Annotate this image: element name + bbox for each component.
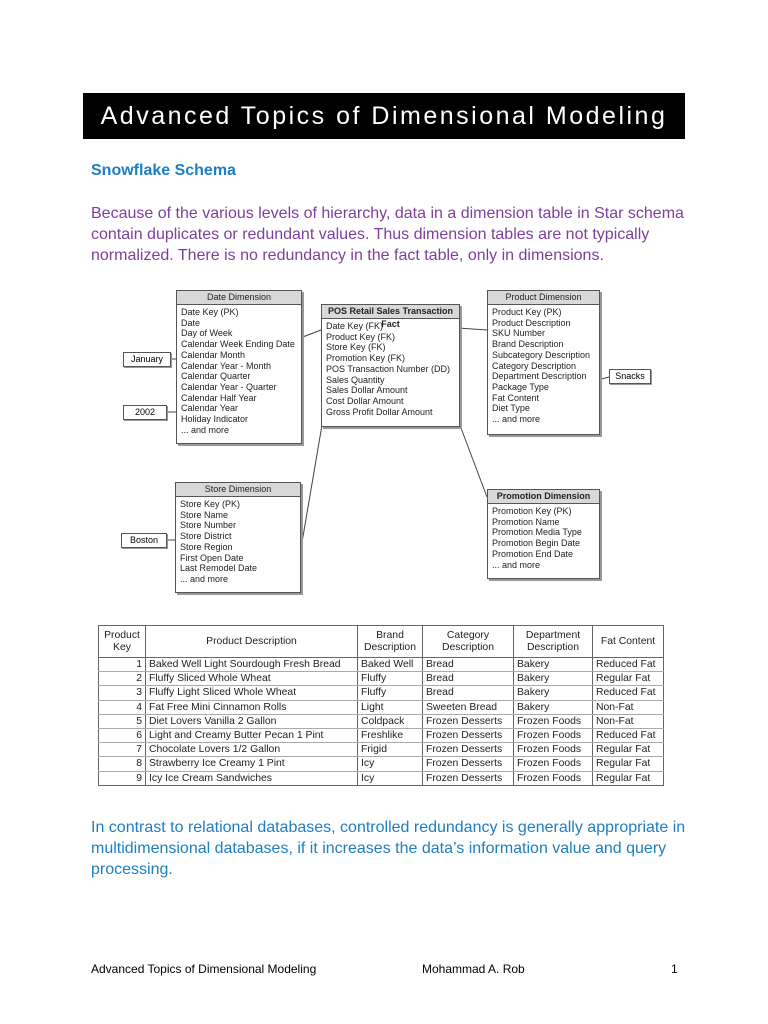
store-dimension-field: Store Number bbox=[180, 520, 237, 531]
table-cell: Regular Fat bbox=[593, 743, 664, 757]
promotion-dimension-field: Promotion Key (PK) bbox=[492, 506, 572, 516]
table-cell: Baked Well Light Sourdough Fresh Bread bbox=[146, 658, 358, 672]
table-row bbox=[99, 714, 664, 728]
store-dimension-field: ... and more bbox=[180, 573, 229, 584]
table-cell: Frozen Foods bbox=[514, 757, 593, 771]
date-fact-link bbox=[300, 330, 321, 338]
table-cell: 2 bbox=[99, 672, 146, 686]
product-dimension-table bbox=[98, 625, 664, 786]
date-dimension-field: Day of Week bbox=[181, 328, 233, 339]
fact-table-field: Product Key (FK) bbox=[326, 331, 396, 342]
date-dimension-field: Calendar Year bbox=[181, 403, 239, 414]
fact-table-field: Store Key (FK) bbox=[326, 342, 386, 353]
table-cell: 6 bbox=[99, 729, 146, 743]
product-dimension-field: ... and more bbox=[492, 414, 541, 425]
product-dimension-title: Product Dimension bbox=[488, 291, 599, 305]
store-dimension-field: Store Key (PK) bbox=[180, 499, 241, 509]
fact-table-field: Sales Quantity bbox=[326, 374, 385, 385]
page-number: 1 bbox=[671, 962, 678, 976]
column-header: Category Description bbox=[423, 626, 514, 658]
store-fact-link bbox=[299, 425, 322, 560]
january-tag: January bbox=[123, 352, 171, 367]
table-cell: Bakery bbox=[514, 672, 593, 686]
product-dimension-field: Package Type bbox=[492, 381, 549, 392]
table-cell: Icy Ice Cream Sandwiches bbox=[146, 771, 358, 785]
table-cell: 4 bbox=[99, 700, 146, 714]
table-cell: Reduced Fat bbox=[593, 658, 664, 672]
date-dimension-field: Date bbox=[181, 317, 201, 328]
table-cell: Non-Fat bbox=[593, 700, 664, 714]
table-cell: Frozen Desserts bbox=[423, 714, 514, 728]
date-dimension-field: Calendar Year - Quarter bbox=[181, 381, 277, 392]
product-dimension-field: Product Description bbox=[492, 317, 571, 328]
table-body bbox=[99, 658, 664, 786]
store-dimension-box bbox=[175, 482, 301, 593]
table-cell: 8 bbox=[99, 757, 146, 771]
fact-table-field: Cost Dollar Amount bbox=[326, 395, 404, 406]
store-dimension-field: Store Name bbox=[180, 509, 229, 520]
table-cell: Bread bbox=[423, 672, 514, 686]
table-cell: Bread bbox=[423, 658, 514, 672]
promotion-dimension-field: Promotion Media Type bbox=[492, 527, 582, 538]
promotion-dimension-field: Promotion Begin Date bbox=[492, 538, 581, 549]
table-cell: Bakery bbox=[514, 686, 593, 700]
table-cell: 1 bbox=[99, 658, 146, 672]
store-dimension-title: Store Dimension bbox=[176, 483, 300, 497]
date-dimension-field: Calendar Half Year bbox=[181, 392, 257, 403]
table-cell: Bread bbox=[423, 686, 514, 700]
snacks-tag: Snacks bbox=[609, 369, 651, 384]
table-cell: Reduced Fat bbox=[593, 729, 664, 743]
product-dimension-field: Diet Type bbox=[492, 403, 530, 414]
product-dimension-field: Product Key (PK) bbox=[492, 307, 562, 317]
table-cell: Freshlike bbox=[358, 729, 423, 743]
table-row bbox=[99, 686, 664, 700]
year-tag: 2002 bbox=[123, 405, 167, 420]
table-row bbox=[99, 771, 664, 785]
page-title: Advanced Topics of Dimensional Modeling bbox=[83, 93, 685, 139]
table-cell: Frozen Desserts bbox=[423, 729, 514, 743]
table-cell: Regular Fat bbox=[593, 757, 664, 771]
table-cell: Reduced Fat bbox=[593, 686, 664, 700]
table-cell: Frigid bbox=[358, 743, 423, 757]
table-cell: Fluffy Sliced Whole Wheat bbox=[146, 672, 358, 686]
table-cell: Frozen Foods bbox=[514, 714, 593, 728]
date-dimension-field: Calendar Year - Month bbox=[181, 360, 272, 371]
column-header: Brand Description bbox=[358, 626, 423, 658]
table-row bbox=[99, 729, 664, 743]
table-cell: Diet Lovers Vanilla 2 Gallon bbox=[146, 714, 358, 728]
product-dimension-field: Fat Content bbox=[492, 392, 540, 403]
column-header: Department Description bbox=[514, 626, 593, 658]
boston-tag: Boston bbox=[121, 533, 167, 548]
table-cell: Icy bbox=[358, 757, 423, 771]
table-cell: Frozen Foods bbox=[514, 771, 593, 785]
product-dimension-field: Brand Description bbox=[492, 339, 564, 350]
table-cell: Bakery bbox=[514, 658, 593, 672]
table-cell: 3 bbox=[99, 686, 146, 700]
product-dimension-field: Subcategory Description bbox=[492, 349, 591, 360]
table-cell: Frozen Desserts bbox=[423, 757, 514, 771]
table-cell: Strawberry Ice Creamy 1 Pint bbox=[146, 757, 358, 771]
promotion-dimension-box bbox=[487, 489, 600, 579]
promotion-dimension-field: Promotion End Date bbox=[492, 548, 574, 559]
table-cell: Light and Creamy Butter Pecan 1 Pint bbox=[146, 729, 358, 743]
fact-table-field: Sales Dollar Amount bbox=[326, 385, 408, 396]
product-fact-link bbox=[458, 328, 487, 330]
table-row bbox=[99, 700, 664, 714]
date-dimension-title: Date Dimension bbox=[177, 291, 301, 305]
fact-table-title: POS Retail Sales Transaction Fact bbox=[322, 305, 459, 319]
table-cell: Frozen Foods bbox=[514, 729, 593, 743]
intro-paragraph: Because of the various levels of hierarchy, data in a dimension table in Star schema contain duplicates or redundant values. Thus dimension tables are not typically normalized. There is no redundancy in the fact table, only in dimensions. bbox=[91, 205, 684, 264]
table-cell: Icy bbox=[358, 771, 423, 785]
column-header: Product Description bbox=[146, 626, 358, 658]
table-cell: Regular Fat bbox=[593, 672, 664, 686]
promotion-dimension-field: ... and more bbox=[492, 559, 541, 570]
store-dimension-field: Store District bbox=[180, 531, 232, 542]
fact-table-box bbox=[321, 304, 460, 427]
closing-paragraph: In contrast to relational databases, controlled redundancy is generally appropriate in multidimensional databases, if it increases the data’s information value and query processing. bbox=[91, 819, 686, 878]
fact-table-field: Gross Profit Dollar Amount bbox=[326, 406, 433, 417]
table-cell: Fluffy bbox=[358, 686, 423, 700]
table-cell: Baked Well bbox=[358, 658, 423, 672]
fact-table-field: POS Transaction Number (DD) bbox=[326, 363, 451, 374]
table-row bbox=[99, 658, 664, 672]
date-dimension-field: Calendar Week Ending Date bbox=[181, 339, 295, 350]
table-cell: Non-Fat bbox=[593, 714, 664, 728]
product-dimension-field: Category Description bbox=[492, 360, 577, 371]
table-cell: Chocolate Lovers 1/2 Gallon bbox=[146, 743, 358, 757]
table-cell: 9 bbox=[99, 771, 146, 785]
table-cell: Fluffy bbox=[358, 672, 423, 686]
date-dimension-field: Date Key (PK) bbox=[181, 307, 239, 317]
date-dimension-field: Calendar Month bbox=[181, 349, 246, 360]
table-row bbox=[99, 743, 664, 757]
table-header-row bbox=[99, 626, 664, 658]
table-cell: Fluffy Light Sliced Whole Wheat bbox=[146, 686, 358, 700]
date-dimension-box bbox=[176, 290, 302, 444]
promotion-fact-link bbox=[458, 420, 487, 497]
section-heading: Snowflake Schema bbox=[91, 162, 236, 179]
store-dimension-field: First Open Date bbox=[180, 552, 244, 563]
table-cell: 7 bbox=[99, 743, 146, 757]
product-dimension-field: Department Description bbox=[492, 371, 587, 382]
table-row bbox=[99, 672, 664, 686]
footer-title: Advanced Topics of Dimensional Modeling bbox=[91, 962, 317, 976]
promotion-dimension-field: Promotion Name bbox=[492, 516, 560, 527]
table-cell: Regular Fat bbox=[593, 771, 664, 785]
column-header: Product Key bbox=[99, 626, 146, 658]
fact-table-field: Promotion Key (FK) bbox=[326, 353, 406, 364]
date-dimension-field: Holiday Indicator bbox=[181, 414, 249, 425]
table-cell: Frozen Desserts bbox=[423, 743, 514, 757]
table-cell: Fat Free Mini Cinnamon Rolls bbox=[146, 700, 358, 714]
table-cell: Frozen Foods bbox=[514, 743, 593, 757]
product-dimension-field: SKU Number bbox=[492, 328, 546, 339]
table-cell: Coldpack bbox=[358, 714, 423, 728]
store-dimension-field: Store Region bbox=[180, 541, 233, 552]
table-cell: 5 bbox=[99, 714, 146, 728]
date-dimension-field: ... and more bbox=[181, 424, 230, 435]
footer-author: Mohammad A. Rob bbox=[422, 962, 525, 976]
table-cell: Sweeten Bread bbox=[423, 700, 514, 714]
date-dimension-field: Calendar Quarter bbox=[181, 371, 251, 382]
fact-table-field: Date Key (FK) bbox=[326, 321, 384, 331]
table-row bbox=[99, 757, 664, 771]
promotion-dimension-title: Promotion Dimension bbox=[488, 490, 599, 504]
table-cell: Frozen Desserts bbox=[423, 771, 514, 785]
table-cell: Light bbox=[358, 700, 423, 714]
product-dimension-box bbox=[487, 290, 600, 435]
column-header: Fat Content bbox=[593, 626, 664, 658]
store-dimension-field: Last Remodel Date bbox=[180, 563, 258, 574]
table-cell: Bakery bbox=[514, 700, 593, 714]
